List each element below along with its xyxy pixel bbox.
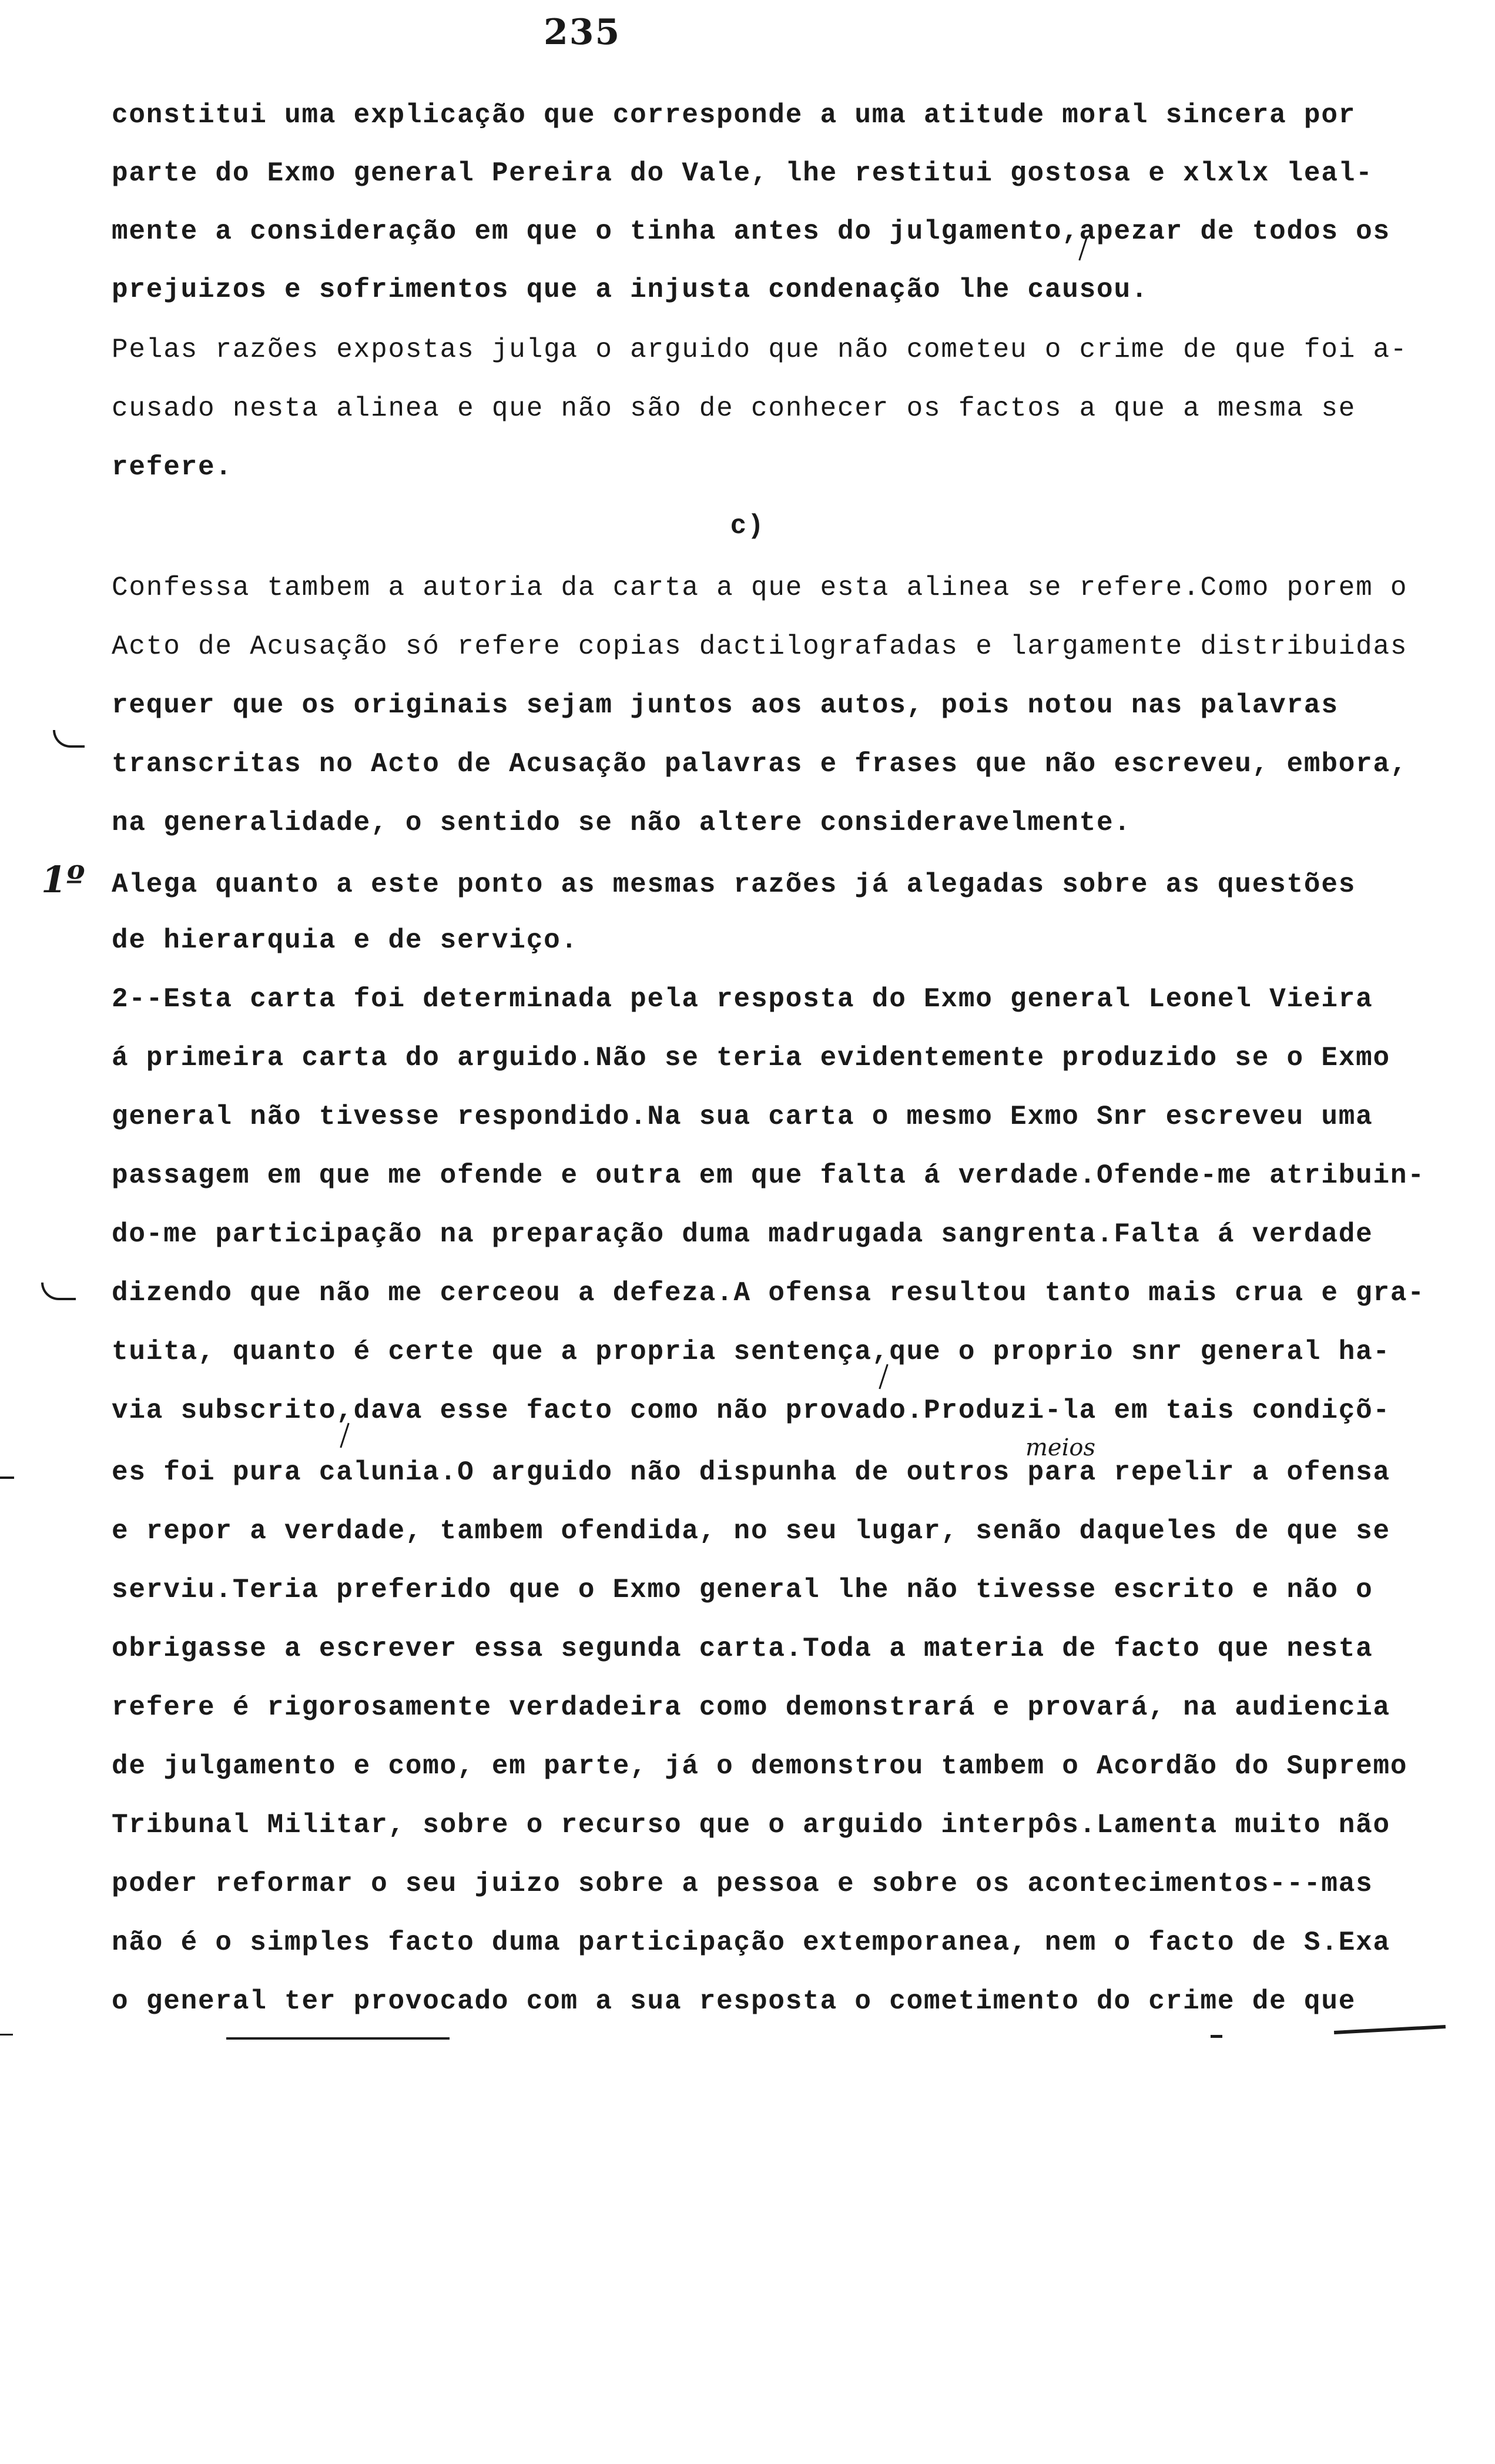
text-line-25: serviu.Teria preferido que o Exmo general lhe não tivesse escrito e não o: [112, 1575, 1373, 1605]
text-line-27: refere é rigorosamente verdadeira como demonstrará e provará, na audiencia: [112, 1692, 1390, 1723]
scan-artifact: [226, 2037, 450, 2040]
text-line-12: na generalidade, o sentido se não altere consideravelmente.: [112, 808, 1131, 838]
text-line-4: prejuizos e sofrimentos que a injusta condenação lhe causou.: [112, 274, 1149, 305]
text-line-13: Alega quanto a este ponto as mesmas razões já alegadas sobre as questões: [112, 869, 1356, 900]
text-line-30: poder reformar o seu juizo sobre a pessoa e sobre os acontecimentos---mas: [112, 1869, 1373, 1899]
text-line-11: transcritas no Acto de Acusação palavras e frases que não escreveu, embora,: [112, 749, 1408, 779]
scan-artifact: [1334, 2025, 1446, 2034]
text-line-19: do-me participação na preparação duma madrugada sangrenta.Falta á verdade: [112, 1219, 1373, 1250]
text-line-31: não é o simples facto duma participação extemporanea, nem o facto de S.Exa: [112, 1927, 1390, 1958]
margin-tick-mark: [53, 730, 85, 748]
text-line-3: mente a consideração em que o tinha antes do julgamento,apezar de todos os: [112, 216, 1390, 247]
text-line-15: 2--Esta carta foi determinada pela resposta do Exmo general Leonel Vieira: [112, 984, 1373, 1015]
text-line-10: requer que os originais sejam juntos aos autos, pois notou nas palavras: [112, 690, 1339, 721]
scan-artifact: [0, 2034, 13, 2036]
text-line-29: Tribunal Militar, sobre o recurso que o arguido interpôs.Lamenta muito não: [112, 1810, 1390, 1840]
text-line-1: constitui uma explicação que corresponde a uma atitude moral sincera por: [112, 100, 1356, 130]
handwritten-insertion: meios: [1025, 1434, 1096, 1461]
section-heading: c): [730, 511, 765, 541]
text-line-20: dizendo que não me cerceou a defeza.A ofensa resultou tanto mais crua e gra-: [112, 1278, 1425, 1308]
margin-tick-mark: [41, 1283, 76, 1300]
text-line-16: á primeira carta do arguido.Não se teria evidentemente produzido se o Exmo: [112, 1043, 1390, 1073]
margin-dash: [0, 1477, 14, 1479]
margin-numeral: 1º: [41, 858, 85, 901]
scan-artifact: [1211, 2035, 1222, 2038]
text-line-14: de hierarquia e de serviço.: [112, 925, 578, 956]
page-number: 235: [544, 12, 621, 53]
text-line-24: e repor a verdade, tambem ofendida, no seu lugar, senão daqueles de que se: [112, 1516, 1390, 1546]
text-line-6: cusado nesta alinea e que não são de conhecer os factos a que a mesma se: [112, 393, 1356, 424]
text-line-26: obrigasse a escrever essa segunda carta.Toda a materia de facto que nesta: [112, 1633, 1373, 1664]
text-line-18: passagem em que me ofende e outra em que falta á verdade.Ofende-me atribuin-: [112, 1160, 1425, 1191]
text-line-5: Pelas razões expostas julga o arguido que não cometeu o crime de que foi a-: [112, 334, 1408, 365]
text-line-17: general não tivesse respondido.Na sua carta o mesmo Exmo Snr escreveu uma: [112, 1102, 1373, 1132]
text-line-21: tuita, quanto é certe que a propria sentença,que o proprio snr general ha-: [112, 1337, 1390, 1367]
text-line-22: via subscrito,dava esse facto como não provado.Produzi-la em tais condiçõ-: [112, 1395, 1390, 1426]
text-line-28: de julgamento e como, em parte, já o demonstrou tambem o Acordão do Supremo: [112, 1751, 1408, 1782]
text-line-32: o general ter provocado com a sua resposta o cometimento do crime de que: [112, 1986, 1356, 2017]
text-line-2: parte do Exmo general Pereira do Vale, lhe restitui gostosa e xlxlx leal-: [112, 158, 1373, 189]
text-line-23: es foi pura calunia.O arguido não dispunha de outros para repelir a ofensa: [112, 1457, 1390, 1488]
text-line-8: Confessa tambem a autoria da carta a que esta alinea se refere.Como porem o: [112, 573, 1408, 603]
text-line-9: Acto de Acusação só refere copias dactilografadas e largamente distribuidas: [112, 631, 1408, 662]
text-line-7: refere.: [112, 452, 233, 483]
